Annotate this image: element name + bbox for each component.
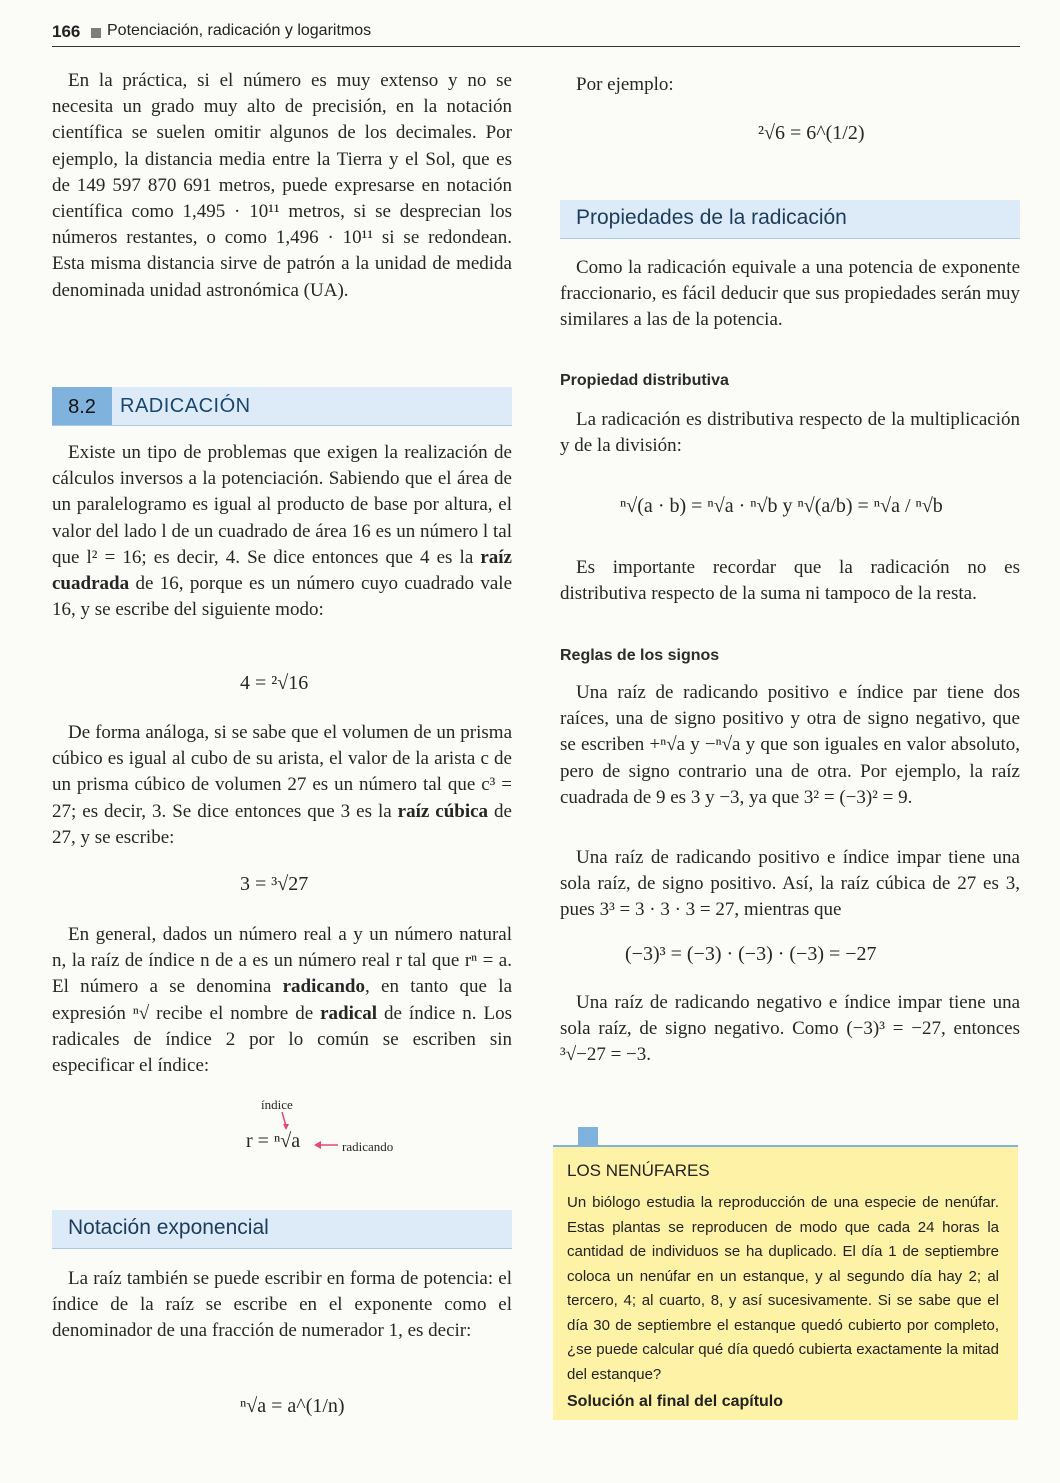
example-label: Por ejemplo:: [576, 74, 674, 95]
band-notacion-exponencial-title: Notación exponencial: [68, 1216, 269, 1239]
radicand-arrow-icon: [314, 1140, 338, 1150]
index-label: índice: [261, 1097, 293, 1112]
radicacion-paragraph-1: Existe un tipo de problemas que exigen la realización de cálculos inversos a la potenciación. Sabiendo que el área de un paralelogramo es igual al producto de base por altura, el valor del lado l de un cuadrado de área 16 es un número l tal que l² = 16; es decir, 4. Se dice entonces que 4 es la raíz cuadrada de 16, porque es un número cuyo cuadrado vale 16, y se escribe del siguiente modo:: [52, 442, 512, 621]
term-raiz-cubica: raíz cúbica: [397, 800, 489, 822]
radicand-label: radicando: [342, 1139, 394, 1154]
box-title: LOS NENÚFARES: [567, 1161, 710, 1180]
subhead-distributiva: Propiedad distributiva: [560, 372, 729, 389]
radical-expression: r = ⁿ√a: [246, 1130, 301, 1152]
section-title: RADICACIÓN: [120, 395, 251, 417]
signos-paragraph-2: Una raíz de radicando positivo e índice impar tiene una sola raíz, de signo positivo. Así, la raíz cúbica de 27 es 3, pues 3³ = 3 · 3 · 3 = 27, mientras que: [560, 847, 1020, 921]
signos-paragraph-1: Una raíz de radicando positivo e índice par tiene dos raíces, una de signo positivo y otra de signo negativo, que se escriben +ⁿ√a y −ⁿ√a y que son iguales en valor absoluto, pero de signo contrario una de otra. Por ejemplo, la raíz cuadrada de 9 es 3 y −3, ya que 3² = (−3)² = 9.: [560, 682, 1020, 808]
signos-paragraph-3: Una raíz de radicando negativo e índice impar tiene una sola raíz, de signo negativo. Como (−3)³ = −27, entonces ³√−27 = −3.: [560, 992, 1020, 1066]
band-propiedades: [560, 200, 1020, 239]
page-number: 166: [52, 22, 81, 41]
section-number: 8.2: [52, 387, 112, 425]
box-top-line: [553, 1145, 1018, 1147]
notacion-paragraph: La raíz también se puede escribir en forma de potencia: el índice de la raíz se escribe en el exponente como el denominador de una fracción de numerador 1, es decir:: [52, 1268, 512, 1342]
radicacion-paragraph-3: En general, dados un número real a y un número natural n, la raíz de índice n de a es un número real r tal que rⁿ = a. El número a se denomina radicando, en tanto que la expresión ⁿ√ recibe el nombre de radical de índice n. Los radicales de índice 2 por lo común se escriben sin especificar el índice:: [52, 924, 513, 1077]
term-radicando: radicando: [282, 976, 365, 998]
page-header: [52, 20, 1020, 47]
index-arrow-icon: [278, 1112, 292, 1130]
subhead-signos: Reglas de los signos: [560, 647, 720, 664]
radicacion-paragraph-2: De forma análoga, si se sabe que el volumen de un prisma cúbico es igual al cubo de su arista, el valor de la arista c de un prisma cúbico de volumen 27 es un número tal que c³ = 27; es decir, 3. Se dice entonces que 3 es la raíz cúbica de 27, y se escribe:: [52, 722, 512, 848]
box-tab-icon: [578, 1127, 598, 1147]
formula-distributive: ⁿ√(a · b) = ⁿ√a · ⁿ√b y ⁿ√(a/b) = ⁿ√a / ⁿ√b: [620, 495, 943, 517]
formula-exponential: ⁿ√a = a^(1/n): [240, 1395, 345, 1417]
band-propiedades-title: Propiedades de la radicación: [576, 206, 847, 229]
formula-example: ²√6 = 6^(1/2): [758, 122, 865, 144]
header-square-icon: [91, 28, 101, 38]
term-radical: radical: [320, 1002, 378, 1024]
formula-cube-root: 3 = ³√27: [240, 873, 309, 895]
formula-square-root: 4 = ²√16: [240, 672, 309, 694]
band-notacion-exponencial: [52, 1210, 512, 1249]
nenufares-box: [553, 1145, 1018, 1420]
propiedades-paragraph: Como la radicación equivale a una potencia de exponente fraccionario, es fácil deducir que sus propiedades serán muy similares a las de la potencia.: [560, 257, 1020, 331]
chapter-title: Potenciación, radicación y logaritmos: [107, 22, 372, 39]
distributiva-note: Es importante recordar que la radicación no es distributiva respecto de la suma ni tampoco de la resta.: [560, 557, 1020, 605]
term-raiz-cuadrada: raíz cuadrada: [52, 546, 512, 595]
section-heading: [52, 387, 512, 426]
intro-paragraph: En la práctica, si el número es muy extenso y no se necesita un grado muy alto de precisión, en la notación científica se suelen omitir algunos de los decimales. Por ejemplo, la distancia media entre la Tierra y el Sol, que es de 149 597 870 691 metros, puede expresarse en notación científica como 1,495 · 10¹¹ metros, si se desprecian los números restantes, o como 1,496 · 10¹¹ si se redondean. Esta misma distancia sirve de patrón a la unidad de medida denominada unidad astronómica (UA).: [52, 70, 512, 301]
distributiva-paragraph: La radicación es distributiva respecto de la multiplicación y de la división:: [560, 409, 1020, 457]
formula-negative-cube: (−3)³ = (−3) · (−3) · (−3) = −27: [625, 943, 877, 965]
box-text: Un biólogo estudia la reproducción de una especie de nenúfar. Estas plantas se reproducen de modo que cada 24 horas la cantidad de individuos se ha duplicado. El día 1 de septiembre coloca un nenúfar en un estanque, y al segundo día hay 2; al tercero, 4; al cuarto, 8, y así sucesivamente. Si se sabe que el día 30 de septiembre el estanque quedó cubierto por completo, ¿se puede calcular qué día quedó cubierta exactamente la mitad del estanque?: [567, 1194, 999, 1383]
box-solution: Solución al final del capítulo: [567, 1393, 784, 1410]
